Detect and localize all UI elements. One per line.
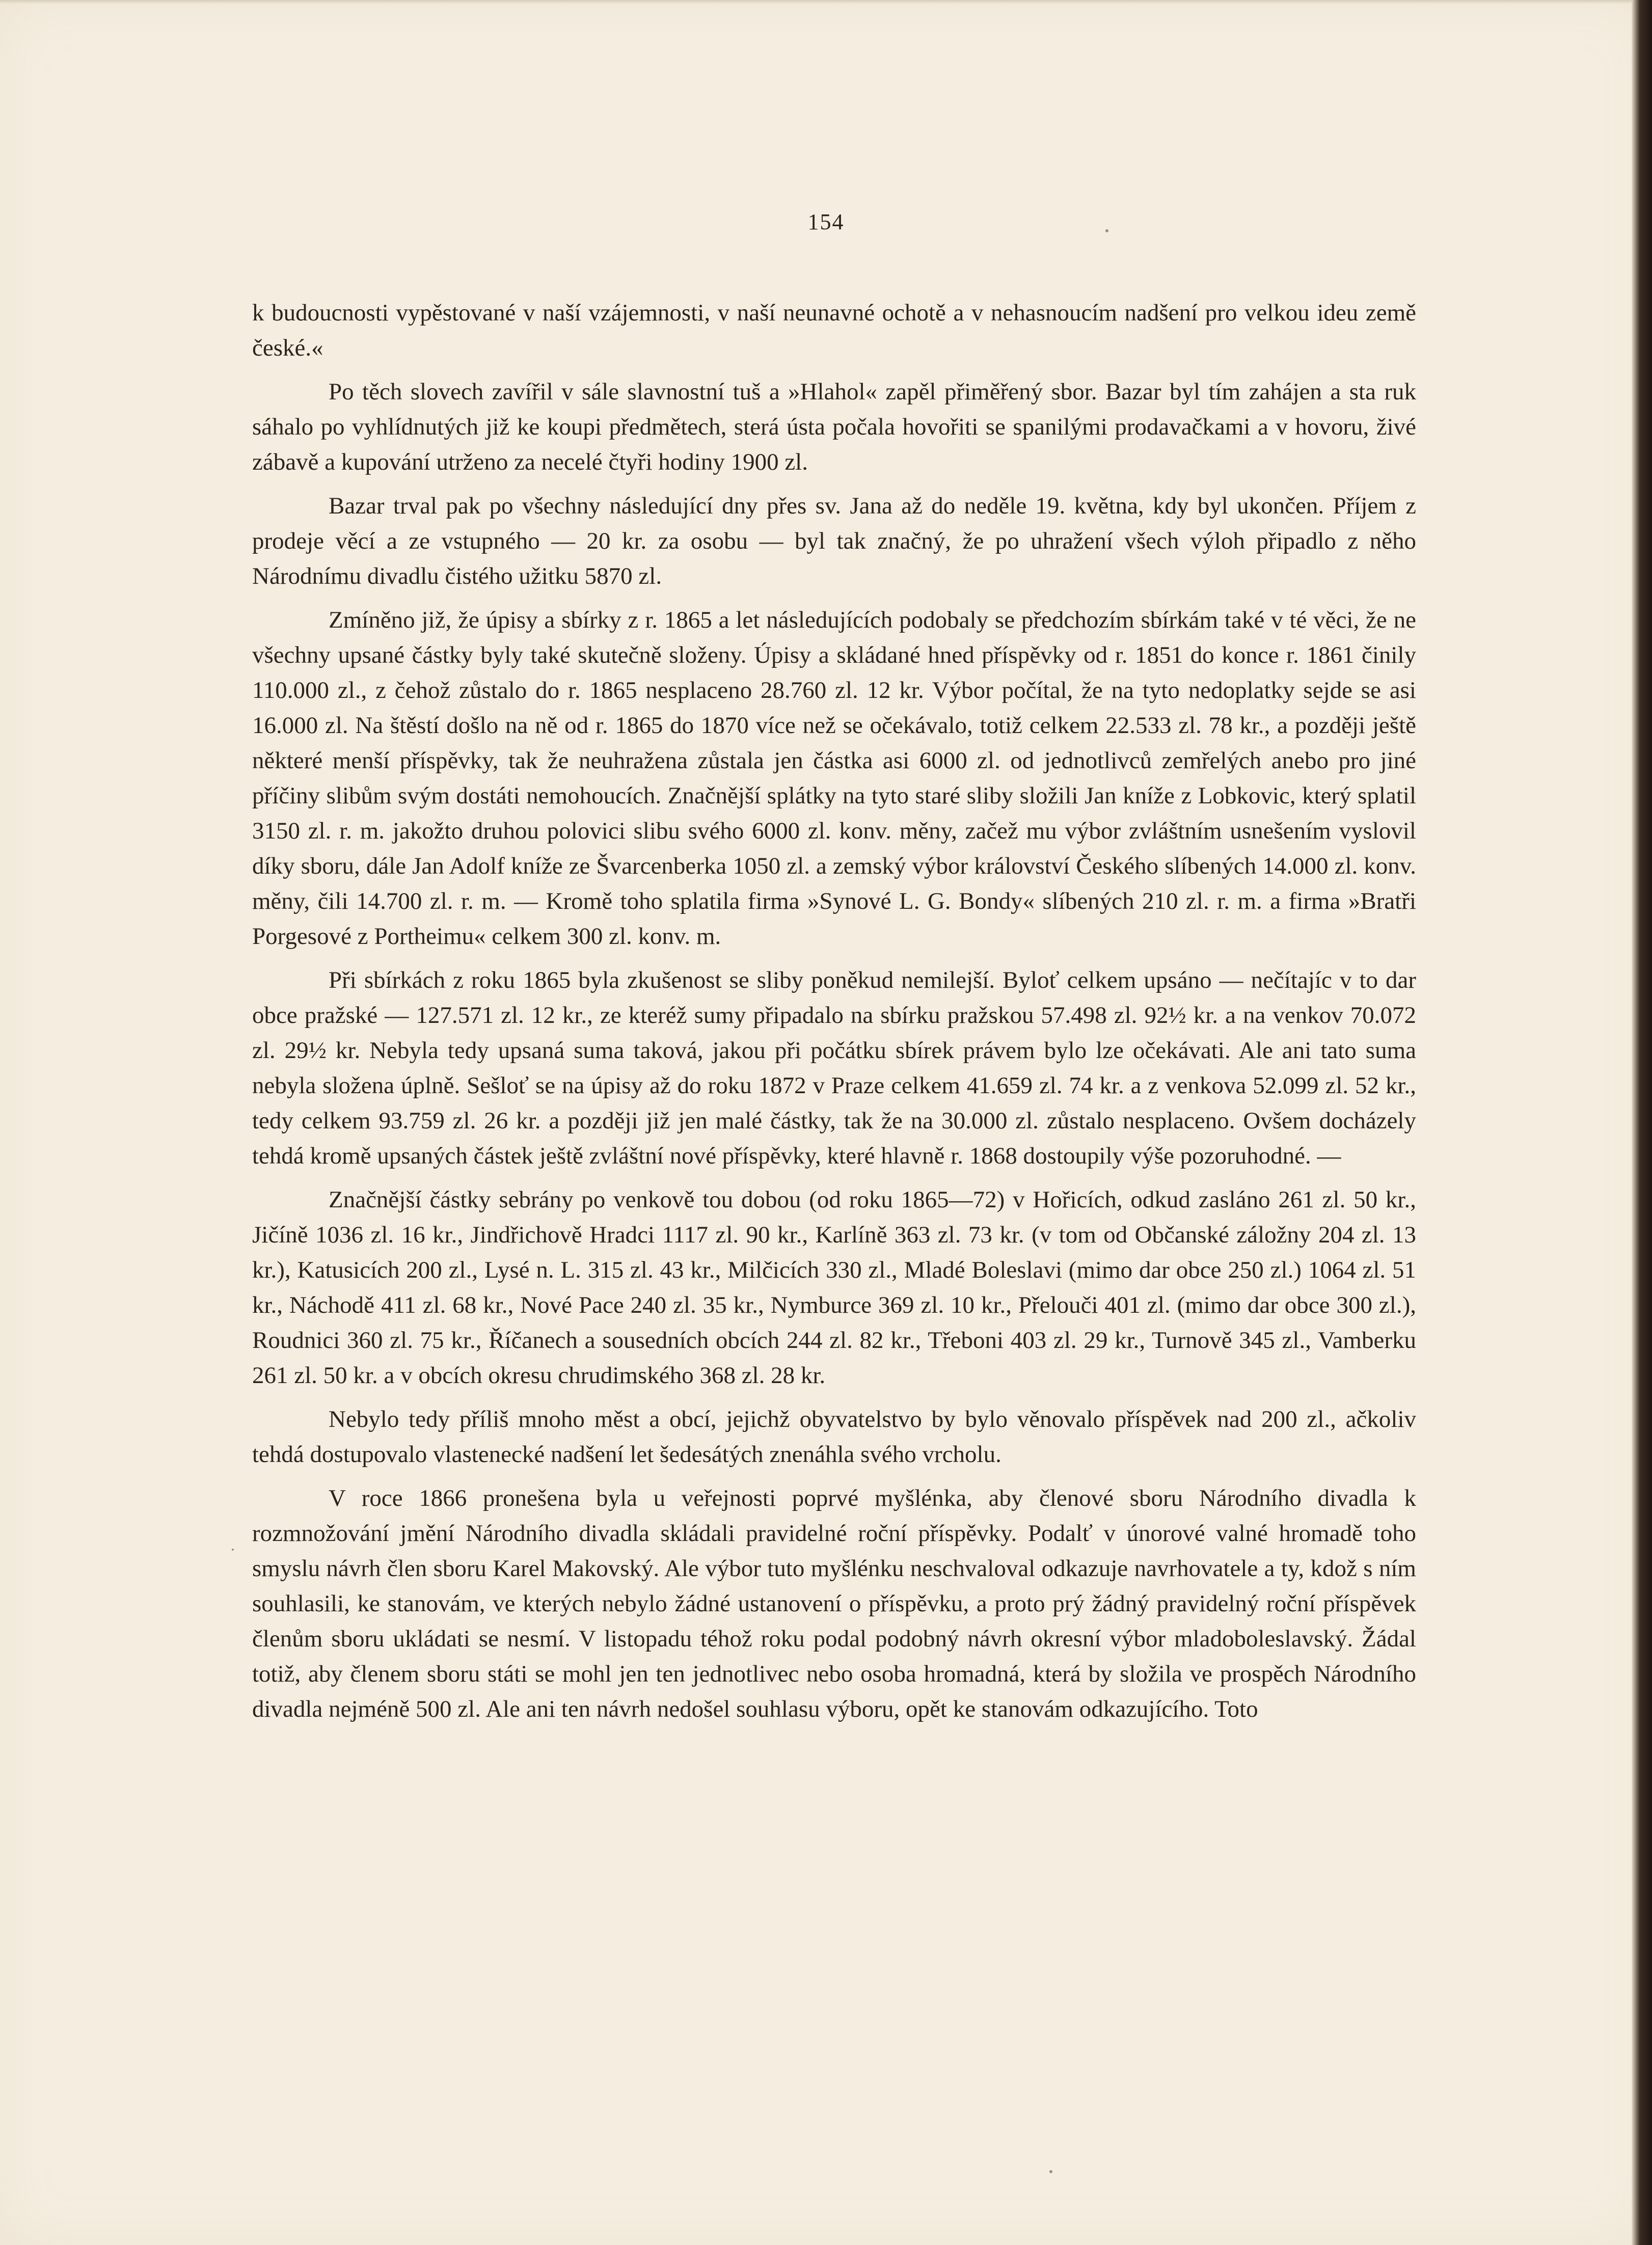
paragraph-annual-contributions: V roce 1866 pronešena byla u veřejnosti poprvé myšlénka, aby členové sboru Národního divadla k rozmnožování jmění Národního divadla skládali pravidelné roční příspěvky. Podalť v únorové valné hromadě toho smyslu návrh člen sboru Karel Makovský. Ale výbor tuto myšlénku neschvaloval odkazuje navrhovatele a ty, kdož s ním souhlasili, ke stanovám, ve kterých nebylo žádné ustanovení o příspěvku, a proto prý žádný pravidelný roční příspěvek členům sboru ukládati se nesmí. V listopadu téhož roku podal podobný návrh okresní výbor mladoboleslavský. Žádal totiž, aby členem sboru státi se mohl jen ten jednotlivec nebo osoba hromadná, která by složila ve prospěch Národního divadla nejméně 500 zl. Ale ani ten návrh nedošel souhlasu výboru, opět ke stanovám odkazujícího. Toto <box>252 1485 1416 1722</box>
paragraph-continuation: k budoucnosti vypěstované v naší vzájemnosti, v naší neunavné ochotě a v nehasnoucím nadšení pro velkou ideu země české.« <box>252 300 1416 361</box>
paragraph-pledges-1865: Při sbírkách z roku 1865 byla zkušenost se sliby poněkud nemilejší. Byloť celkem upsáno — nečítajíc v to dar obce pražské — 127.571 zl. 12 kr., ze kteréž sumy připadalo na sbírku pražskou 57.498 zl. 92½ kr. a na venkov 70.072 zl. 29½ kr. Nebyla tedy upsaná suma taková, jakou při počátku sbírek právem bylo lze očekávati. Ale ani tato suma nebyla složena úplně. Sešloť se na úpisy až do roku 1872 v Praze celkem 41.659 zl. 74 kr. a z venkova 52.099 zl. 52 kr., tedy celkem 93.759 zl. 26 kr. a později již jen malé částky, tak že na 30.000 zl. zůstalo nesplaceno. Ovšem docházely tehdá kromě upsaných částek ještě zvláštní nové příspěvky, které hlavně r. 1868 dostoupily výše pozoruhodné. — <box>252 967 1416 1169</box>
body-text <box>252 295 1416 1736</box>
page-number: 154 <box>807 209 845 234</box>
paragraph-bazar-duration: Bazar trval pak po všechny následující dny přes sv. Jana až do neděle 19. května, kdy byl ukončen. Příjem z prodeje věcí a ze vstupného — 20 kr. za osobu — byl tak značný, že po uhražení všech výloh připadlo z něho Národnímu divadlu čistého užitku 5870 zl. <box>252 493 1416 589</box>
paper-speck <box>1105 229 1108 232</box>
paper-speck <box>232 1549 234 1551</box>
paper-speck <box>1049 2170 1052 2173</box>
paragraph-regional-collections: Značnější částky sebrány po venkově tou dobou (od roku 1865—72) v Hořicích, odkud zasláno 261 zl. 50 kr., Jičíně 1036 zl. 16 kr., Jindřichově Hradci 1117 zl. 90 kr., Karlíně 363 zl. 73 kr. (v tom od Občanské záložny 204 zl. 13 kr.), Katusicích 200 zl., Lysé n. L. 315 zl. 43 kr., Milčicích 330 zl., Mladé Boleslavi (mimo dar obce 250 zl.) 1064 zl. 51 kr., Náchodě 411 zl. 68 kr., Nové Pace 240 zl. 35 kr., Nymburce 369 zl. 10 kr., Přelouči 401 zl. (mimo dar obce 300 zl.), Roudnici 360 zl. 75 kr., Říčanech a sousedních obcích 244 zl. 82 kr., Třeboni 403 zl. 29 kr., Turnově 345 zl., Vamberku 261 zl. 50 kr. a v obcích okresu chrudimského 368 zl. 28 kr. <box>252 1186 1416 1389</box>
page-top-edge <box>0 0 1652 4</box>
page-binding-edge <box>1632 0 1652 2245</box>
paragraph-pledges-1851: Zmíněno již, že úpisy a sbírky z r. 1865 a let následujících podobaly se předchozím sbírkám také v té věci, že ne všechny upsané částky byly také skutečně složeny. Úpisy a skládané hned příspěvky od r. 1851 do konce r. 1861 činily 110.000 zl., z čehož zůstalo do r. 1865 nesplaceno 28.760 zl. 12 kr. Výbor počítal, že na tyto nedoplatky sejde se asi 16.000 zl. Na štěstí došlo na ně od r. 1865 do 1870 více než se očekávalo, totiž celkem 22.533 zl. 78 kr., a později ještě některé menší příspěvky, tak že neuhražena zůstala jen částka asi 6000 zl. od jednotlivců zemřelých anebo pro jiné příčiny slibům svým dostáti nemohoucích. Značnější splátky na tyto staré sliby složili Jan kníže z Lobkovic, který splatil 3150 zl. r. m. jakožto druhou polovici slibu svého 6000 zl. konv. měny, začež mu výbor zvláštním usnešením vyslovil díky sboru, dále Jan Adolf kníže ze Švarcenberka 1050 zl. a zemský výbor království Českého slíbených 14.000 zl. konv. měny, čili 14.700 zl. r. m. — Kromě toho splatila firma »Synové L. G. Bondy« slíbených 210 zl. r. m. a firma »Bratři Porgesové z Portheimu« celkem 300 zl. konv. m. <box>252 607 1416 950</box>
paragraph-few-towns: Nebylo tedy příliš mnoho měst a obcí, jejichž obyvatelstvo by bylo věnovalo příspěvek nad 200 zl., ačkoliv tehdá dostupovalo vlastenecké nadšení let šedesátých znenáhla svého vrcholu. <box>252 1406 1416 1468</box>
paragraph-bazar-opening: Po těch slovech zavířil v sále slavnostní tuš a »Hlahol« zapěl přiměřený sbor. Bazar byl tím zahájen a sta ruk sáhalo po vyhlídnutých již ke koupi předmětech, sterá ústa počala hovořiti se spanilými prodavačkami a v hovoru, živé zábavě a kupování utrženo za necelé čtyři hodiny 1900 zl. <box>252 378 1416 475</box>
